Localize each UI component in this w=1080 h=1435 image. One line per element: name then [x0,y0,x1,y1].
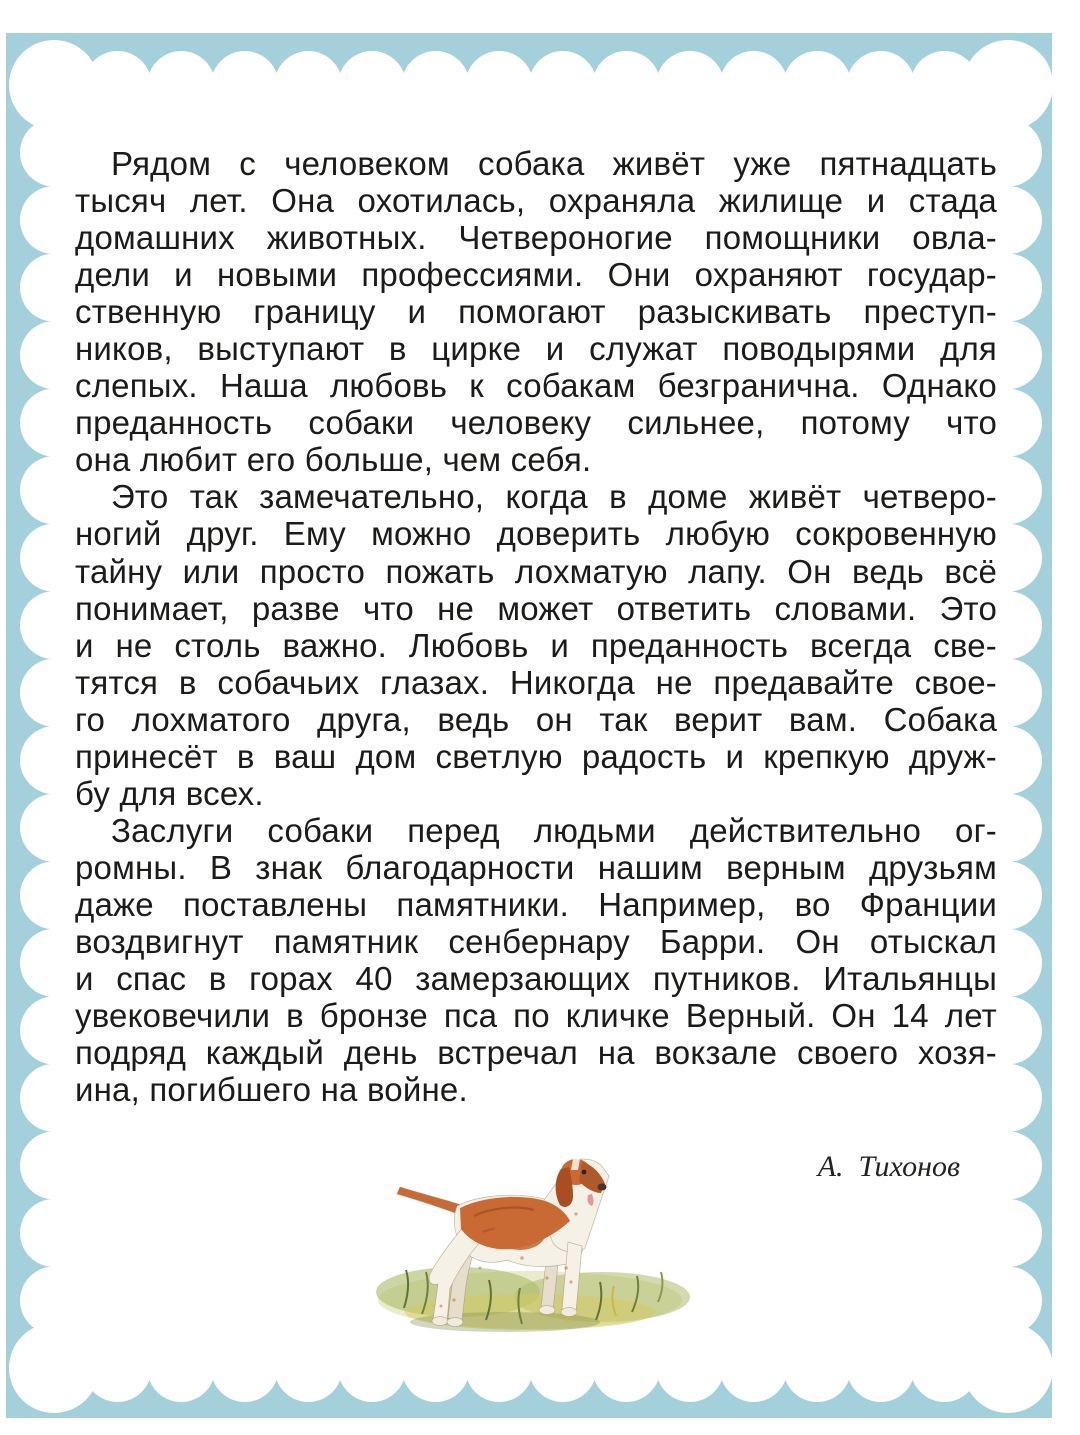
author-signature: А. Тихонов [817,1150,960,1183]
text-line: и спас в горах 40 замерзающих путников. Итальянцы [75,960,997,998]
text-line: ромны. В знак благодарности нашим верным друзьям [75,848,997,886]
text-line: го лохматого друга, ведь он так верит вам. Собака [75,700,997,738]
text-line: даже поставлены памятники. Например, во Франции [75,885,997,923]
text-line: принесёт в ваш дом светлую радость и крепкую друж- [75,737,997,775]
text-line: Рядом с человеком собака живёт уже пятнадцать [111,145,997,182]
paragraph [75,478,997,811]
paragraph [75,145,997,478]
dog-illustration [370,1150,700,1336]
text-line: тятся в собачьих глазах. Никогда не предавайте свое- [75,663,997,701]
text-line: ственную границу и помогают разыскивать преступ- [75,293,997,331]
grass [376,1267,690,1332]
paragraph [75,812,997,1108]
text-line: ина, погибшего на войне. [75,1071,468,1109]
text-line: дели и новыми профессиями. Они охраняют государ- [75,256,997,294]
text-line: слепых. Наша любовь к собакам безгранична. Однако [75,367,997,405]
story-text [75,145,997,1108]
text-line: Это так замечательно, когда в доме живёт четверо- [111,478,997,516]
text-line: тайну или просто пожать лохматую лапу. Он ведь всё [75,552,997,590]
text-line: преданность собаки человеку сильнее, потому что [75,404,997,442]
text-line: тысяч лет. Она охотилась, охраняла жилище и стада [75,182,997,220]
text-line: ногий друг. Ему можно доверить любую сокровенную [75,515,997,553]
text-line: воздвигнут памятник сенбернару Барри. Он отыскал [75,922,997,960]
text-line: ников, выступают в цирке и служат поводырями для [75,330,997,368]
text-line: бу для всех. [75,774,264,812]
text-line: увековечили в бронзе пса по кличке Верный. Он 14 лет [75,997,997,1035]
text-line: и не столь важно. Любовь и преданность всегда све- [75,626,997,664]
text-line: она любит его больше, чем себя. [75,441,592,479]
text-line: домашних животных. Четвероногие помощники овла- [75,219,997,257]
text-line: Заслуги собаки перед людьми действительно ог- [111,811,997,849]
text-line: понимает, разве что не может ответить словами. Это [75,589,997,627]
text-line: подряд каждый день встречал на вокзале своего хозя- [75,1034,997,1072]
